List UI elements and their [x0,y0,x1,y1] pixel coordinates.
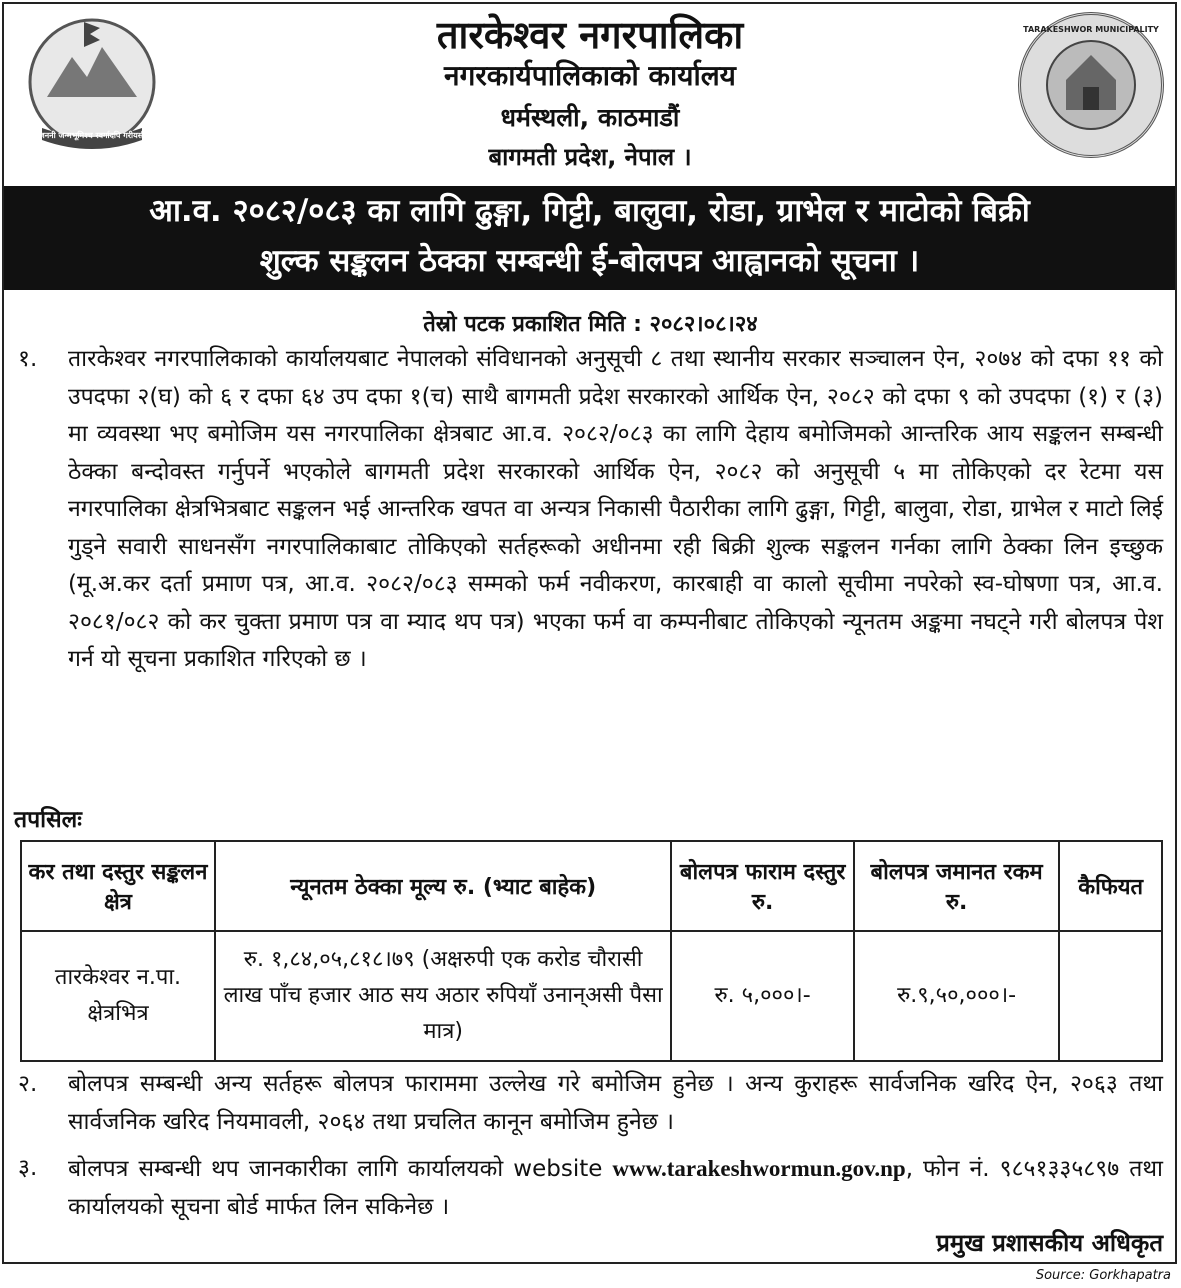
details-label: तपसिलः [14,807,82,833]
banner-line-2: शुल्क सङ्कलन ठेक्का सम्बन्धी ई-बोलपत्र आह्वानको सूचना । [259,243,920,279]
table-header-row [21,841,1162,931]
col-header: बोलपत्र जमानत रकम रु. [854,841,1059,931]
source-credit: Source: Gorkhapatra [1035,1268,1171,1283]
details-table [20,840,1163,1062]
para3-text: बोलपत्र सम्बन्धी थप जानकारीका लागि कार्यालयको website [68,1156,613,1182]
province: बागमती प्रदेश, नेपाल । [488,143,692,171]
website-link[interactable]: www.tarakeshwormun.gov.np [612,1156,906,1181]
municipality-logo-text: TARAKESHWOR MUNICIPALITY [1023,25,1159,34]
cell-remarks [1059,931,1162,1061]
para-number: २. [18,1071,38,1097]
col-header: न्यूनतम ठेक्का मूल्य रु. (भ्याट बाहेक) [215,841,671,931]
col-header: कैफियत [1059,841,1162,931]
temple-icon [1031,25,1151,145]
emblem-motto: जननी जन्मभूमिश्च स्वर्गादपि गरीयसी [38,131,146,140]
office-title: नगरकार्यपालिकाको कार्यालय [444,59,736,92]
cell-area: तारकेश्वर न.पा. क्षेत्रभित्र [21,931,215,1061]
table-row [21,931,1162,1061]
municipality-title: तारकेश्वर नगरपालिका [436,13,744,57]
paragraph-1: तारकेश्वर नगरपालिकाको कार्यालयबाट नेपालको संविधानको अनुसूची ८ तथा स्थानीय सरकार सञ्चालन ऐन, २०७४ को दफा ११ को उपदफा २(घ) को ६ र दफा ६४ उप दफा १(च) साथै बागमती प्रदेश सरकारको आर्थिक ऐन, २०८२ को दफा ९ को उपदफा (१) र (३) मा व्यवस्था भए बमोजिम यस नगरपालिका क्षेत्रबाट आ.व. २०८२/०८३ का लागि देहाय बमोजिमको आन्तरिक आय सङ्कलन सम्बन्धी ठेक्का बन्दोवस्त गर्नुपर्ने भएकोले बागमती प्रदेश सरकारको आर्थिक ऐन, २०८२ को अनुसूची ५ मा तोकिएको दर रेटमा यस नगरपालिका क्षेत्रभित्रबाट सङ्कलन भई आन्तरिक खपत वा अन्यत्र निकासी पैठारीका लागि ढुङ्गा, गिट्टी, बालुवा, रोडा, ग्राभेल र माटो लिई गुड्ने सवारी साधनसँग नगरपालिकाबाट तोकिएको सर्तहरूको अधीनमा रही बिक्री शुल्क सङ्कलन गर्नका लागि ठेक्का लिन इच्छुक (मू.अ.कर दर्ता प्रमाण पत्र, आ.व. २०८२/०८३ सम्मको फर्म नवीकरण, कारबाही वा कालो सूचीमा नपरेको स्व-घोषणा पत्र, आ.व. २०८१/०८२ को कर चुक्ता प्रमाण पत्र वा म्याद थप पत्र) भएका फर्म वा कम्पनीबाट तोकिएको न्यूनतम अङ्कमा नघट्ने गरी बोलपत्र पेश गर्न यो सूचना प्रकाशित गरिएको छ । [68,346,1163,672]
col-header: कर तथा दस्तुर सङ्कलन क्षेत्र [21,841,215,931]
publish-date: तेस्रो पटक प्रकाशित मिति : २०८२।०८।२४ [423,312,758,337]
nepal-emblem-logo [22,12,162,152]
cell-min-price: रु. १,८४,०५,८१८।७९ (अक्षरुपी एक करोड चौरासी लाख पाँच हजार आठ सय अठार रुपियाँ उनान्असी पैसा मात्र) [215,931,671,1061]
para-number: १. [18,346,38,372]
banner-line-1: आ.व. २०८२/०८३ का लागि ढुङ्गा, गिट्टी, बालुवा, रोडा, ग्राभेल र माटोको बिक्री [149,193,1030,229]
signature: प्रमुख प्रशासकीय अधिकृत [936,1229,1163,1257]
cell-bid-security: रु.९,५०,०००।- [854,931,1059,1061]
paragraph-3 [68,1150,1163,1226]
para-number: ३. [18,1155,38,1181]
para3-text-after: , फोन नं. ९८५१३३५८९७ तथा कार्यालयको सूचना बोर्ड मार्फत लिन सकिनेछ । [68,1156,1163,1220]
address: धर्मस्थली, काठमाडौं [500,103,680,132]
col-header: बोलपत्र फाराम दस्तुर रु. [671,841,854,931]
paragraph-2: बोलपत्र सम्बन्धी अन्य सर्तहरू बोलपत्र फाराममा उल्लेख गरे बमोजिम हुनेछ । अन्य कुराहरू सार्वजनिक खरिद ऐन, २०६३ तथा सार्वजनिक खरिद नियमावली, २०६४ तथा प्रचलित कानून बमोजिम हुनेछ । [68,1071,1163,1135]
cell-form-fee: रु. ५,०००।- [671,931,854,1061]
municipality-logo [1018,12,1164,158]
notice-banner [4,186,1175,290]
